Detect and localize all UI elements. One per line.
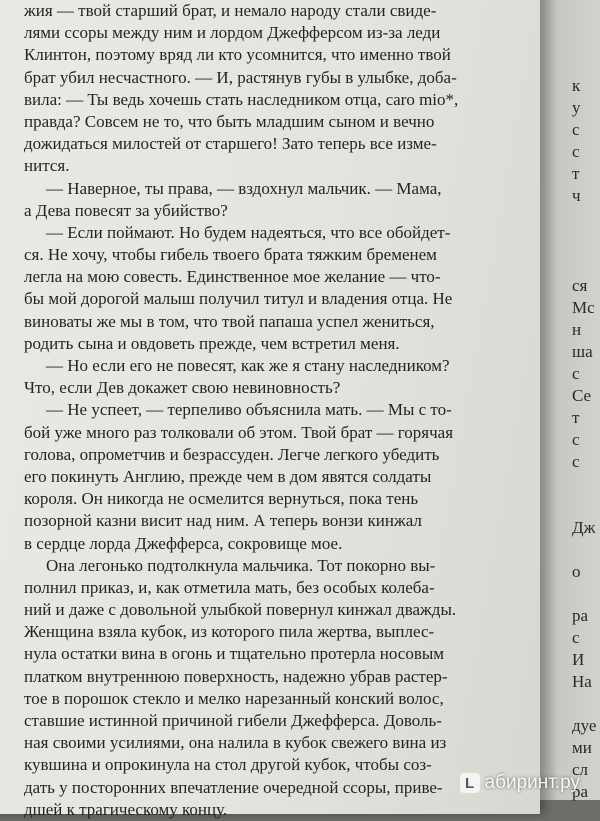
text-line: кувшина и опрокинула на стол другой кубок, чтобы соз-	[24, 755, 432, 775]
right-page-fragment: И	[572, 650, 585, 669]
text-line: Что, если Дев докажет свою невиновность?	[24, 378, 341, 398]
text-line: его покинуть Англию, прежде чем в дом явятся солдаты	[24, 466, 432, 486]
text-line: дожидаться милостей от старшего! Зато теперь все изме-	[24, 134, 437, 154]
text-line: полнил приказ, и, как отметила мать, без особых колеба-	[24, 577, 435, 597]
text-line: Клинтон, поэтому вряд ли кто усомнится, что именно твой	[24, 45, 451, 65]
text-line: — Но если его не повесят, как же я стану наследником?	[46, 356, 450, 375]
text-line: бой уже много раз толковали об этом. Твой брат — горячая	[24, 422, 454, 442]
text-line: ная своими усилиями, она налила в кубок свежего вина из	[24, 733, 447, 753]
text-line: голова, опрометчив и безрассуден. Легче легкого убедить	[24, 444, 440, 464]
text-line: ний и даже с довольной улыбкой повернул кинжал дважды.	[24, 600, 457, 620]
right-page-fragment: ра	[572, 782, 589, 801]
right-page-fragment: ша	[572, 342, 593, 361]
right-page-fragment: с	[572, 364, 580, 383]
right-page-fragment: с	[572, 452, 580, 471]
right-page-fragment: ся	[572, 276, 588, 295]
text-line: а Дева повесят за убийство?	[24, 200, 228, 220]
main-text	[24, 0, 524, 821]
text-line: дшей к трагическому концу.	[24, 799, 228, 819]
text-line: лями ссоры между ним и лордом Джефферсом из-за леди	[24, 23, 441, 43]
right-page-fragment: Се	[572, 386, 592, 405]
text-line: родить сына и овдоветь прежде, чем встретил меня.	[24, 333, 400, 353]
right-page-fragment: Дж	[572, 518, 596, 537]
text-line: Она легонько подтолкнула мальчика. Тот покорно вы-	[46, 555, 436, 575]
text-line: жия — твой старший брат, и немало народу стали свиде-	[24, 1, 437, 20]
text-line: платком внутреннюю поверхность, надежно убрав растер-	[24, 666, 448, 686]
text-line: вила: — Ты ведь хочешь стать наследником отца, caro mio*,	[24, 89, 459, 109]
watermark	[460, 772, 580, 794]
right-page-fragment: На	[572, 672, 592, 691]
watermark-text: абиринт.ру	[484, 772, 580, 793]
right-page-fragment: с	[572, 120, 580, 139]
right-page-fragment: с	[572, 142, 580, 161]
text-line: брат убил несчастного. — И, растянув губы в улыбке, доба-	[24, 67, 457, 87]
right-page-fragment: ч	[572, 186, 581, 205]
text-line: нится.	[24, 156, 70, 176]
text-line: короля. Он никогда не осмелится вернуться, пока тень	[24, 489, 419, 509]
text-line: нула остатки вина в огонь и тщательно протерла носовым	[24, 644, 445, 664]
text-line: — Не успеет, — терпеливо объяснила мать. — Мы с то-	[46, 400, 452, 420]
text-line: дать у посторонних впечатление очередной ссоры, приве-	[24, 777, 443, 797]
text-line: позорной казни висит над ним. А теперь вонзи кинжал	[24, 511, 422, 531]
right-page-fragment: сл	[572, 760, 589, 779]
text-line: ставшие истинной причиной гибели Джефферса. Доволь-	[24, 711, 442, 730]
right-page-fragment: у	[572, 98, 581, 117]
right-page-fragment: к	[572, 76, 581, 95]
text-line: Женщина взяла кубок, из которого пила жертва, выплес-	[24, 622, 435, 642]
right-page-fragment: т	[572, 408, 580, 427]
text-line: виноваты же мы в том, что твой папаша успел жениться,	[24, 311, 435, 331]
right-page-fragment: т	[572, 164, 580, 183]
text-line: — Наверное, ты права, — вздохнул мальчик. — Мама,	[46, 178, 442, 198]
text-line: ся. Не хочу, чтобы гибель твоего брата тяжким бременем	[24, 245, 437, 265]
right-page-fragment: о	[572, 562, 581, 581]
right-page-fragment: Мс	[572, 298, 595, 317]
right-page-fragment: н	[572, 320, 582, 339]
text-line: легла на мою совесть. Единственное мое желание — что-	[24, 267, 441, 287]
text-line: бы мой дорогой малыш получил титул и владения отца. Не	[24, 289, 453, 309]
text-line: правда? Совсем не то, что быть младшим сыном и вечно	[24, 111, 435, 131]
right-page-fragment: дуе	[572, 716, 597, 735]
text-line: — Если поймают. Но будем надеяться, что все обойдет-	[46, 222, 451, 242]
right-page-fragment: ми	[572, 738, 592, 757]
right-page-fragment: с	[572, 430, 580, 449]
right-page-fragment: ра	[572, 606, 589, 625]
text-line: в сердце лорда Джефферса, сокровище мое.	[24, 533, 343, 553]
right-page-fragment: с	[572, 628, 580, 647]
text-line: тое в порошок стекло и мелко нарезанный конский волос,	[24, 688, 444, 708]
labirint-logo-icon: L	[460, 773, 480, 793]
